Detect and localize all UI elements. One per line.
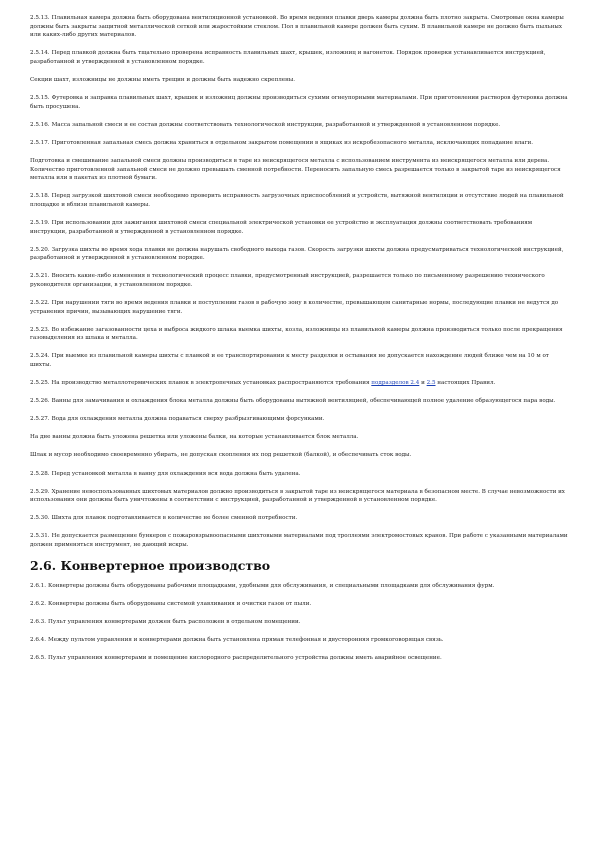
paragraph <box>30 299 568 316</box>
link-subsection-2-4[interactable]: подразделов 2.4 <box>371 380 420 387</box>
paragraph-number: 2.5.16. <box>30 121 50 128</box>
paragraph <box>30 514 568 523</box>
paragraph-text: Пульт управления конвертерами и помещение кислородного распределительного устройства должны иметь аварийное освещение. <box>48 655 442 662</box>
paragraph-text: Пульт управления конвертерами должен быть расположен в отдельном помещении. <box>48 619 301 626</box>
paragraph-number: 2.6.4. <box>30 637 47 644</box>
paragraph <box>30 157 568 183</box>
paragraph-number: 2.5.20. <box>30 246 50 253</box>
paragraph <box>30 470 568 479</box>
paragraph <box>30 49 568 66</box>
paragraph <box>30 246 568 263</box>
paragraph-2-5-25 <box>30 379 568 388</box>
paragraph-text: Плавильная камера должна быть оборудована вентиляционной установкой. Во время ведения плавки дверь камеры должна быть плотно закрыта. Смотровые окна камеры должны быть закрыты защитной металлической сеткой или жаростойким стеклом. Пол в плавильной камере должен быть сухим. В плавильной камере не должно быть пыльных или каких-либо других материалов. <box>30 15 564 39</box>
paragraph <box>30 415 568 424</box>
paragraph-text: Секции шахт, изложницы не должны иметь трещин и должны быть надежно скреплены. <box>30 76 296 83</box>
paragraph-number: 2.5.22. <box>30 299 50 306</box>
paragraph-text: 2.5.25. На производство металлотермических плавок в электропечных установках распространяются требования <box>30 380 370 387</box>
paragraph <box>30 488 568 505</box>
paragraph <box>30 272 568 289</box>
paragraph <box>30 397 568 406</box>
paragraph-number: 2.5.17. <box>30 139 50 146</box>
paragraph-text: Перед плавкой должна быть тщательно проверена исправность плавильных шахт, крышек, изложниц и вагонеток. Порядок проверки устанавливается инструкцией, разработанной и утвержденной в установленном порядке. <box>30 50 546 65</box>
paragraph <box>30 618 568 627</box>
paragraph <box>30 14 568 40</box>
link-subsection-2-5[interactable]: 2.5 <box>426 380 436 387</box>
paragraph-text: Конвертеры должны быть оборудованы рабочими площадками, удобными для обслуживания, и специальными площадками для обслуживания фурм. <box>48 583 495 590</box>
paragraph <box>30 192 568 209</box>
paragraph-number: 2.6.2. <box>30 601 47 608</box>
paragraph-text: На дне ванны должна быть уложена решетка или уложены балки, на которые устанавливается блок металла. <box>30 434 359 441</box>
paragraph <box>30 433 568 442</box>
paragraph-text: и <box>421 380 425 387</box>
paragraph <box>30 532 568 549</box>
section-heading: 2.6. Конвертерное производство <box>30 558 271 574</box>
paragraph-text: Загрузка шихты во время хода плавки не должна нарушать свободного выхода газов. Скорость загрузки шихты должна предусматриваться технологической инструкцией, разработанной и утвержденной в установленном порядке. <box>30 246 564 262</box>
paragraph-number: 2.5.29. <box>30 488 50 495</box>
paragraph-number: 2.6.3. <box>30 619 47 626</box>
paragraph-number: 2.5.27. <box>30 416 50 423</box>
paragraph <box>30 636 568 645</box>
paragraph-text: Во избежание загазованности цеха и выброса жидкого шлака выемка шихты, козла, изложницы из плавильной камеры должна производиться только после прекращения газовыделения из шлака и металла. <box>30 326 563 342</box>
document-page <box>30 14 568 673</box>
paragraph <box>30 76 568 85</box>
paragraphs-block-a <box>30 14 568 370</box>
paragraph-text: Подготовка и смешивание запальной смеси должны производиться в таре из неискрящегося металла с использованием инструмента из неискрящегося металла или дерева. Количество приготовленной запальной смеси не должно превышать сменной потребности. Переносить запальную смесь разрешается только в закрытой таре из неискрящегося металла или в пакетах из плотной бумаги. <box>30 157 561 182</box>
paragraph-text: Перед загрузкой шихтовой смеси необходимо проверить исправность загрузочных приспособлений и устройств, вытяжной вентиляции и отсутствие людей на плавильной площадке и вблизи плавильной камеры. <box>30 193 564 208</box>
paragraph-text: При использовании для зажигания шихтовой смеси специальной электрической установки ее устройство и эксплуатация должны соответствовать требованиям инструкции, разработанной и утвержденной в установленном порядке. <box>30 219 533 235</box>
paragraph-text: Между пультом управления и конвертерами должна быть установлена прямая телефонная и двусторонняя громкоговорящая связь. <box>48 637 444 644</box>
paragraphs-block-b <box>30 397 568 549</box>
paragraph-text: Шихта для плавок подготавливается в количестве не более сменной потребности. <box>51 515 298 522</box>
paragraph <box>30 219 568 236</box>
paragraph-text: Приготовленная запальная смесь должна храниться в отдельном закрытом помещении в ящиках из искробезопасного металла, исключающих попадание влаги. <box>51 139 534 146</box>
paragraph-number: 2.5.21. <box>30 273 50 280</box>
paragraphs-block-c <box>30 582 568 663</box>
paragraph-number: 2.5.23. <box>30 326 50 333</box>
paragraph-number: 2.6.1. <box>30 583 47 590</box>
paragraph-number: 2.5.18. <box>30 193 50 200</box>
paragraph-text: Ванны для замачивания и охлаждения блока металла должны быть оборудованы вытяжной вентиляцией, обеспечивающей полное удаление образующегося пара воды. <box>51 398 556 405</box>
paragraph-text: Хранение невоспользованных шихтовых материалов должно производиться в закрытой таре из неискрящегося материала в безопасном месте. В случае невозможности их использования они должны быть уничтожены в соответствии с инструкцией, разработанной и утвержденной в установленном порядке. <box>30 488 565 504</box>
paragraph-text: Перед установкой металла в ванну для охлаждения вся вода должна быть удалена. <box>51 470 301 477</box>
paragraph-text: Вносить какие-либо изменения в технологический процесс плавки, предусмотренный инструкцией, разрешается только по письменному разрешению технического руководителя организации, в установленном порядке. <box>30 273 545 288</box>
paragraph-number: 2.5.13. <box>30 15 50 21</box>
paragraph-number: 2.5.26. <box>30 398 50 405</box>
paragraph <box>30 582 568 591</box>
paragraph-text: При нарушении тяги во время ведения плавки и поступлении газов в рабочую зону в количестве, превышающем санитарные нормы, последующие плавки не ведутся до устранения причин, вызывающих нарушение тяги. <box>30 299 559 315</box>
paragraph <box>30 352 568 369</box>
paragraph-text: настоящих Правил. <box>437 380 496 387</box>
paragraph <box>30 451 568 460</box>
paragraph <box>30 600 568 609</box>
paragraph-text: Не допускается размещение бункеров с пожаровзрывоопасными шихтовыми материалами под троллеями электромостовых кранов. При работе с указанными материалами должен применяться инструмент, не дающий искры. <box>30 533 568 548</box>
paragraph <box>30 121 568 130</box>
paragraph <box>30 326 568 343</box>
paragraph-text: Конвертеры должны быть оборудованы системой улавливания и очистки газов от пыли. <box>48 601 312 608</box>
paragraph-number: 2.5.30. <box>30 515 50 522</box>
paragraph-number: 2.5.14. <box>30 50 50 57</box>
paragraph <box>30 94 568 111</box>
paragraph-number: 2.5.15. <box>30 95 50 102</box>
paragraph-number: 2.5.19. <box>30 219 50 226</box>
paragraph-text: Шлак и мусор необходимо своевременно убирать, не допуская скопления их под решеткой (балкой), и обеспечивать сток воды. <box>30 452 412 459</box>
paragraph <box>30 139 568 148</box>
paragraph <box>30 654 568 663</box>
paragraph-number: 2.6.5. <box>30 655 47 662</box>
paragraph-number: 2.5.24. <box>30 353 50 360</box>
paragraph-text: При выемке из плавильной камеры шихты с плавкой и ее транспортировании к месту разделки и остывания не допускается нахождение людей ближе чем на 10 м от шихты. <box>30 353 549 368</box>
paragraph-number: 2.5.28. <box>30 470 50 477</box>
paragraph-number: 2.5.31. <box>30 533 50 540</box>
paragraph-text: Вода для охлаждения металла должна подаваться сверху разбрызгивающими форсунками. <box>51 416 325 423</box>
paragraph-text: Футеровка и заправка плавильных шахт, крышек и изложниц должны производиться сухими огнеупорными материалами. При приготовлении растворов футеровка должна быть просушена. <box>30 95 568 110</box>
paragraph-text: Масса запальной смеси и ее состав должны соответствовать технологической инструкции, разработанной и утвержденной в установленном порядке. <box>51 121 501 128</box>
